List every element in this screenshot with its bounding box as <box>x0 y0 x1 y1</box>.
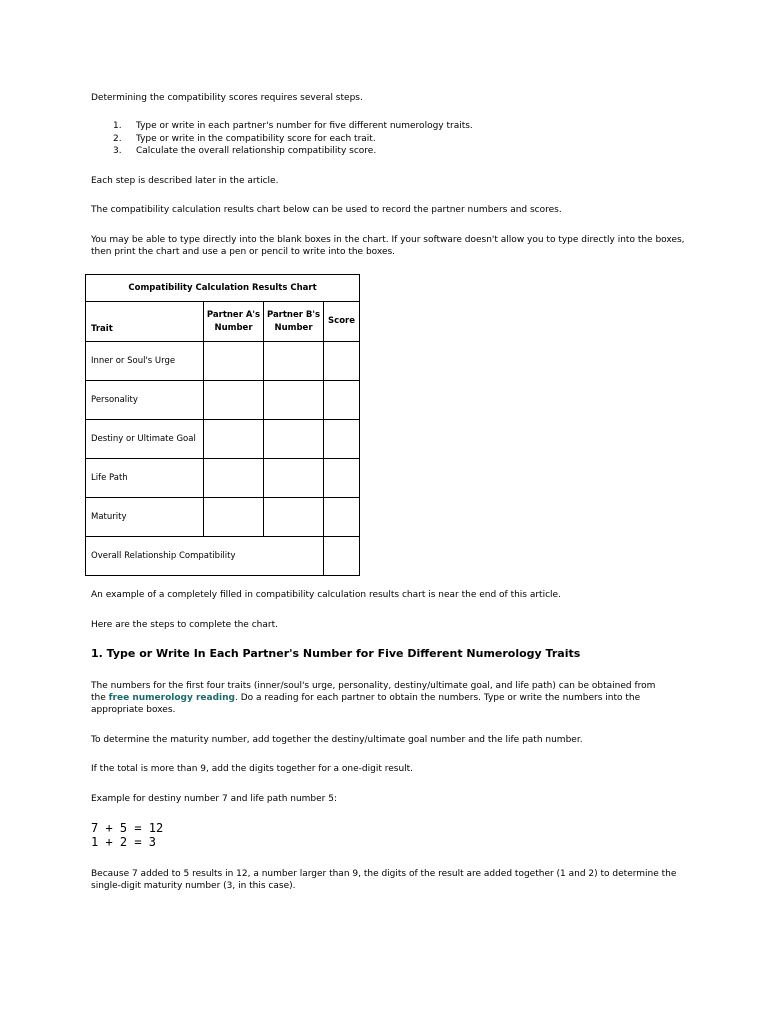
para1-post: . Do a reading for each partner to obtain the numbers. Type or write the numbers into the <box>234 693 641 703</box>
para5-line2: single-digit maturity number (3, in this case). <box>91 881 296 891</box>
header-partner-a-line1: Partner A's <box>206 309 261 320</box>
partner-b-input[interactable] <box>264 420 324 459</box>
header-partner-a-line2: Number <box>214 322 253 333</box>
type-note-line1: You may be able to type directly into the blank boxes in the chart. If your software doesn't allow you to type directly into the boxes, <box>91 235 685 245</box>
para1-line1: The numbers for the first four traits (inner/soul's urge, personality, destiny/ultimate goal, and life path) can be obtained from <box>91 681 656 691</box>
header-score: Score <box>324 302 360 342</box>
para1-line3: appropriate boxes. <box>91 705 176 715</box>
score-input[interactable] <box>324 420 360 459</box>
math-line2: 1 + 2 = 3 <box>91 835 157 849</box>
partner-b-input[interactable] <box>264 498 324 537</box>
step-text: Type or write in the compatibility score for each trait. <box>136 133 376 144</box>
header-partner-b-line1: Partner B's <box>266 309 321 320</box>
list-item <box>91 133 473 146</box>
score-input[interactable] <box>324 381 360 420</box>
example-note: An example of a completely filled in compatibility calculation results chart is near the end of this article. <box>91 590 561 600</box>
step-text: Type or write in each partner's number for five different numerology traits. <box>136 121 473 131</box>
para1-line2 <box>91 692 640 704</box>
partner-b-input[interactable] <box>264 381 324 420</box>
table-row <box>86 342 360 381</box>
score-input[interactable] <box>324 498 360 537</box>
step-note: Each step is described later in the article. <box>91 176 279 186</box>
table-row <box>86 537 360 576</box>
header-partner-b <box>264 302 324 342</box>
para4: Example for destiny number 7 and life path number 5: <box>91 794 338 804</box>
header-partner-b-line2: Number <box>274 322 313 333</box>
partner-a-input[interactable] <box>204 420 264 459</box>
chart-title: Compatibility Calculation Results Chart <box>86 275 360 302</box>
para5-line1: Because 7 added to 5 results in 12, a number larger than 9, the digits of the result are added together (1 and 2) to determine the <box>91 869 677 879</box>
math-line1: 7 + 5 = 12 <box>91 821 164 835</box>
steps-note: Here are the steps to complete the chart. <box>91 620 278 630</box>
chart-intro: The compatibility calculation results chart below can be used to record the partner numbers and scores. <box>91 205 562 215</box>
para2: To determine the maturity number, add together the destiny/ultimate goal number and the life path number. <box>91 735 583 745</box>
overall-score-input[interactable] <box>324 537 360 576</box>
partner-b-input[interactable] <box>264 459 324 498</box>
section-heading: 1. Type or Write In Each Partner's Number for Five Different Numerology Traits <box>91 647 581 660</box>
para1-pre: the <box>91 693 109 703</box>
trait-label: Inner or Soul's Urge <box>86 342 204 381</box>
trait-label: Destiny or Ultimate Goal <box>86 420 204 459</box>
trait-label: Life Path <box>86 459 204 498</box>
table-row <box>86 459 360 498</box>
partner-a-input[interactable] <box>204 381 264 420</box>
table-row <box>86 498 360 537</box>
partner-a-input[interactable] <box>204 498 264 537</box>
header-partner-a <box>204 302 264 342</box>
step-number: 2. <box>113 133 122 144</box>
header-trait: Trait <box>86 302 204 342</box>
intro-text: Determining the compatibility scores requires several steps. <box>91 93 363 103</box>
score-input[interactable] <box>324 459 360 498</box>
step-number: 3. <box>113 146 122 156</box>
partner-b-input[interactable] <box>264 342 324 381</box>
para3: If the total is more than 9, add the digits together for a one-digit result. <box>91 764 414 774</box>
list-item <box>91 145 473 158</box>
partner-a-input[interactable] <box>204 342 264 381</box>
step-text: Calculate the overall relationship compatibility score. <box>136 146 377 156</box>
table-row <box>86 381 360 420</box>
trait-label: Personality <box>86 381 204 420</box>
math-example <box>91 821 163 849</box>
step-number: 1. <box>113 121 122 131</box>
free-numerology-reading-link[interactable]: free numerology reading <box>108 693 235 703</box>
steps-list <box>91 120 473 158</box>
type-note-line2: then print the chart and use a pen or pencil to write into the boxes. <box>91 247 396 257</box>
score-input[interactable] <box>324 342 360 381</box>
overall-label: Overall Relationship Compatibility <box>86 537 324 576</box>
compatibility-chart <box>85 274 360 576</box>
partner-a-input[interactable] <box>204 459 264 498</box>
list-item <box>91 120 473 133</box>
table-row <box>86 420 360 459</box>
trait-label: Maturity <box>86 498 204 537</box>
